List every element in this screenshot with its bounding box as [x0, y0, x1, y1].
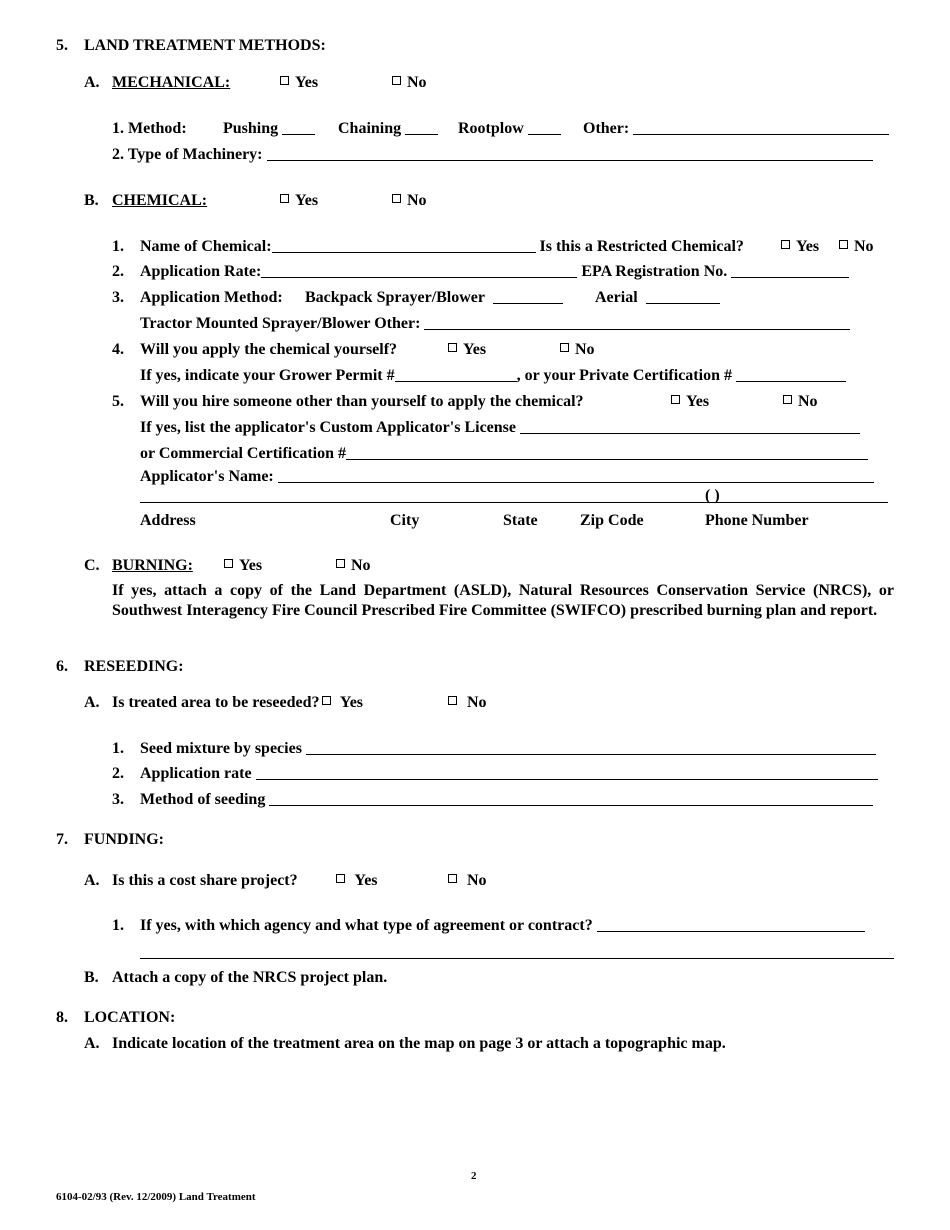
location-instructions: Indicate location of the treatment area on the map on page 3 or attach a topographic map. — [112, 1035, 726, 1052]
machinery-number: 2. — [112, 146, 124, 163]
other-method-label: Other: — [583, 120, 630, 137]
burning-no-label: No — [351, 557, 371, 574]
other-method-option — [583, 119, 889, 138]
hire-no-option[interactable] — [783, 392, 818, 411]
apply-yourself-no-option[interactable] — [560, 340, 595, 359]
section-5-number: 5. — [56, 37, 68, 54]
seed-mixture-row — [140, 739, 876, 758]
b1-number: 1. — [112, 238, 124, 255]
mechanical-heading: MECHANICAL: — [112, 74, 231, 91]
burning-yes-label: Yes — [239, 557, 263, 574]
seeding-method-field[interactable] — [269, 790, 873, 806]
mechanical-no-label: No — [407, 74, 427, 91]
apply-yourself-no-label: No — [575, 341, 595, 358]
seed-mixture-number: 1. — [112, 740, 124, 757]
restricted-yes-checkbox[interactable] — [781, 240, 790, 249]
application-method-label: Application Method: — [140, 289, 283, 306]
backpack-option — [305, 288, 563, 307]
custom-license-row — [140, 418, 860, 437]
chemical-no-label: No — [407, 192, 427, 209]
applicator-name-label: Applicator's Name: — [140, 468, 274, 485]
section-6-number: 6. — [56, 658, 68, 675]
aerial-blank[interactable] — [646, 288, 720, 304]
seeding-method-number: 3. — [112, 791, 124, 808]
chemical-heading: CHEMICAL: — [112, 192, 208, 209]
reseed-rate-number: 2. — [112, 765, 124, 782]
mechanical-method-row — [112, 119, 187, 138]
state-caption: State — [503, 512, 538, 529]
other-method-field[interactable] — [633, 119, 889, 135]
reseed-rate-label: Application rate — [140, 765, 252, 782]
chemical-name-label: Name of Chemical: — [140, 238, 272, 255]
mechanical-no-option[interactable] — [392, 73, 427, 92]
agency-field-continued[interactable] — [140, 958, 894, 959]
b5-number: 5. — [112, 393, 124, 410]
section-6-title: RESEEDING: — [84, 658, 184, 675]
hire-no-checkbox[interactable] — [783, 395, 792, 404]
chemical-name-field[interactable] — [272, 237, 536, 253]
section-5-title: LAND TREATMENT METHODS: — [84, 37, 326, 54]
rootplow-option — [458, 119, 561, 138]
reseed-label: Is treated area to be reseeded? — [112, 694, 320, 711]
chemical-name-row — [140, 237, 744, 256]
custom-license-field[interactable] — [520, 418, 860, 434]
rootplow-label: Rootplow — [458, 120, 524, 137]
seeding-method-row — [140, 790, 873, 809]
backpack-blank[interactable] — [493, 288, 563, 304]
phone-caption: Phone Number — [705, 512, 809, 529]
chemical-yes-option[interactable] — [280, 191, 318, 210]
burning-letter: C. — [84, 557, 100, 574]
restricted-no-option[interactable] — [839, 237, 874, 256]
machinery-field[interactable] — [267, 145, 873, 161]
pushing-label: Pushing — [223, 120, 279, 137]
location-letter: A. — [84, 1035, 100, 1052]
application-rate-label: Application Rate: — [140, 263, 262, 280]
apply-yourself-label: Will you apply the chemical yourself? — [140, 341, 398, 358]
aerial-label: Aerial — [595, 289, 638, 306]
cost-share-yes-option[interactable] — [336, 871, 378, 890]
reseed-rate-field[interactable] — [256, 764, 878, 780]
phone-parens: ( ) — [705, 487, 720, 504]
reseed-rate-row — [140, 764, 878, 783]
tractor-other-field[interactable] — [424, 314, 850, 330]
pushing-option — [223, 119, 315, 138]
burning-instructions: If yes, attach a copy of the Land Department (ASLD), Natural Resources Conservation Service (NRCS), or Southwest Interagency Fire Council Prescribed Fire Committee (SWIFCO) prescribed burning plan and report. — [112, 582, 894, 619]
mechanical-yes-checkbox[interactable] — [280, 76, 289, 85]
tractor-row — [140, 314, 850, 333]
cost-share-yes-label: Yes — [354, 872, 378, 889]
commercial-cert-label: or Commercial Certification # — [140, 445, 347, 462]
backpack-label: Backpack Sprayer/Blower — [305, 289, 485, 306]
chaining-blank[interactable] — [405, 119, 438, 135]
grower-permit-label: If yes, indicate your Grower Permit # — [140, 367, 395, 384]
page-number: 2 — [471, 1170, 477, 1182]
address-line[interactable] — [140, 502, 888, 503]
chemical-yes-label: Yes — [295, 192, 319, 209]
reseed-yes-label: Yes — [339, 694, 364, 711]
pushing-blank[interactable] — [282, 119, 315, 135]
b4-number: 4. — [112, 341, 124, 358]
chemical-yes-checkbox[interactable] — [280, 194, 289, 203]
cost-share-no-label: No — [467, 872, 487, 889]
apply-yourself-yes-option[interactable] — [448, 340, 486, 359]
chemical-no-checkbox[interactable] — [392, 194, 401, 203]
chaining-option — [338, 119, 438, 138]
address-caption: Address — [140, 512, 196, 529]
grower-permit-field[interactable] — [395, 366, 517, 382]
section-7-title: FUNDING: — [84, 831, 164, 848]
cost-share-yes-checkbox[interactable] — [336, 874, 345, 883]
rootplow-blank[interactable] — [528, 119, 561, 135]
section-7-number: 7. — [56, 831, 68, 848]
restricted-no-checkbox[interactable] — [839, 240, 848, 249]
machinery-row — [112, 145, 873, 164]
form-id: 6104-02/93 (Rev. 12/2009) Land Treatment — [56, 1191, 256, 1203]
zip-caption: Zip Code — [580, 512, 644, 529]
restricted-chemical-label: Is this a Restricted Chemical? — [539, 238, 744, 255]
private-cert-field[interactable] — [736, 366, 846, 382]
seed-mixture-field[interactable] — [306, 739, 876, 755]
restricted-no-label: No — [854, 238, 874, 255]
chemical-no-option[interactable] — [392, 191, 427, 210]
method-number: 1. — [112, 120, 124, 137]
cost-share-no-option[interactable] — [448, 871, 487, 890]
tractor-label: Tractor Mounted Sprayer/Blower Other: — [140, 315, 421, 332]
mechanical-yes-option[interactable] — [280, 73, 318, 92]
agency-label: If yes, with which agency and what type of agreement or contract? — [140, 917, 593, 934]
cost-share-letter: A. — [84, 872, 100, 889]
burning-yes-option[interactable] — [224, 556, 262, 575]
hire-applicator-label: Will you hire someone other than yourself to apply the chemical? — [140, 393, 584, 410]
epa-registration-field[interactable] — [731, 262, 849, 278]
hire-yes-label: Yes — [686, 393, 710, 410]
agency-row — [140, 916, 865, 935]
restricted-yes-option[interactable] — [781, 237, 819, 256]
epa-registration-label: EPA Registration No. — [581, 263, 728, 280]
seeding-method-label: Method of seeding — [140, 791, 266, 808]
hire-yes-checkbox[interactable] — [671, 395, 680, 404]
b2-number: 2. — [112, 263, 124, 280]
method-label: Method: — [128, 120, 187, 137]
applicator-name-field[interactable] — [278, 467, 874, 483]
reseed-no-option[interactable] — [448, 693, 487, 712]
section-8-title: LOCATION: — [84, 1009, 176, 1026]
mechanical-yes-label: Yes — [295, 74, 319, 91]
burning-no-checkbox[interactable] — [336, 559, 345, 568]
mechanical-letter: A. — [84, 74, 100, 91]
custom-license-label: If yes, list the applicator's Custom Applicator's License — [140, 419, 516, 436]
restricted-yes-label: Yes — [796, 238, 820, 255]
b3-number: 3. — [112, 289, 124, 306]
burning-yes-checkbox[interactable] — [224, 559, 233, 568]
apply-yourself-yes-checkbox[interactable] — [448, 343, 457, 352]
apply-yourself-no-checkbox[interactable] — [560, 343, 569, 352]
agency-field[interactable] — [597, 916, 865, 932]
cost-share-label: Is this a cost share project? — [112, 872, 298, 889]
hire-yes-option[interactable] — [671, 392, 709, 411]
application-rate-field[interactable] — [261, 262, 577, 278]
reseed-question — [112, 693, 363, 712]
hire-no-label: No — [798, 393, 818, 410]
grower-permit-row — [140, 366, 846, 385]
nrcs-plan-letter: B. — [84, 969, 99, 986]
burning-heading: BURNING: — [112, 557, 193, 574]
aerial-option — [595, 288, 720, 307]
agency-number: 1. — [112, 917, 124, 934]
application-rate-row — [140, 262, 849, 281]
burning-no-option[interactable] — [336, 556, 371, 575]
nrcs-plan-label: Attach a copy of the NRCS project plan. — [112, 969, 388, 986]
section-8-number: 8. — [56, 1009, 68, 1026]
reseed-no-label: No — [467, 694, 487, 711]
private-cert-label: , or your Private Certification # — [516, 367, 732, 384]
city-caption: City — [390, 512, 420, 529]
commercial-cert-field[interactable] — [346, 444, 868, 460]
applicator-name-row — [140, 467, 874, 486]
reseed-letter: A. — [84, 694, 100, 711]
apply-yourself-yes-label: Yes — [463, 341, 487, 358]
reseed-yes-checkbox[interactable] — [322, 696, 331, 705]
chaining-label: Chaining — [338, 120, 402, 137]
chemical-letter: B. — [84, 192, 99, 209]
seed-mixture-label: Seed mixture by species — [140, 740, 302, 757]
mechanical-no-checkbox[interactable] — [392, 76, 401, 85]
cost-share-no-checkbox[interactable] — [448, 874, 457, 883]
reseed-no-checkbox[interactable] — [448, 696, 457, 705]
commercial-cert-row — [140, 444, 868, 463]
machinery-label: Type of Machinery: — [127, 146, 263, 163]
